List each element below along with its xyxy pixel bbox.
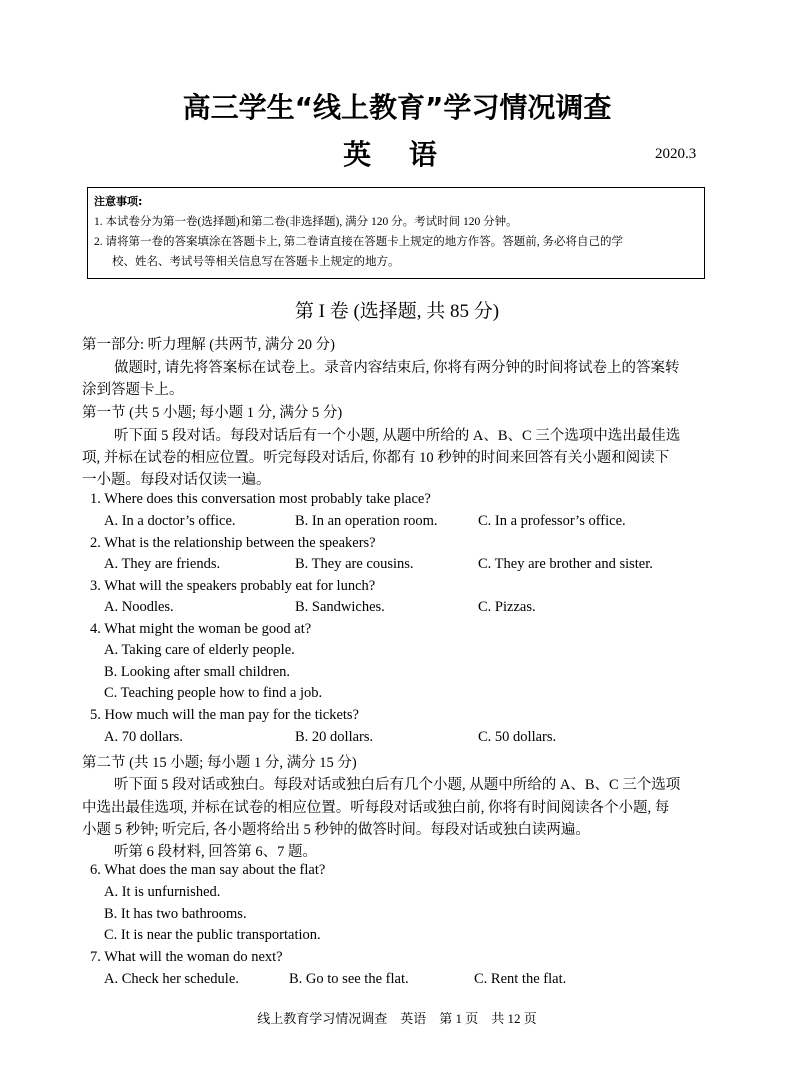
- q4-option-b: B. Looking after small children.: [104, 664, 291, 680]
- q3-option-b: B. Sandwiches.: [295, 599, 385, 615]
- section2-instruction-c: 小题 5 秒钟; 听完后, 各小题将给出 5 秒钟的做答时间。每段对话或独白读两遍。: [82, 822, 590, 838]
- q1-option-c: C. In a professor’s office.: [478, 513, 626, 529]
- page-footer: 线上教育学习情况调查 英语 第 1 页 共 12 页: [257, 1011, 537, 1026]
- question-3: 3. What will the speakers probably eat for lunch?: [90, 578, 376, 594]
- page-title: 高三学生“线上教育”学习情况调查: [182, 91, 612, 124]
- q1-option-a: A. In a doctor’s office.: [104, 513, 236, 529]
- q5-option-c: C. 50 dollars.: [478, 729, 557, 745]
- section2-instruction-a: 听下面 5 段对话或独白。每段对话或独白后有几个小题, 从题中所给的 A、B、C 三个选项: [114, 777, 681, 793]
- q3-option-a: A. Noodles.: [104, 599, 174, 615]
- section1-instruction-b: 项, 并标在试卷的相应位置。听完每段对话后, 你都有 10 秒钟的时间来回答有关小题和阅读下: [82, 450, 670, 466]
- notice-item-2: 2. 请将第一卷的答案填涂在答题卡上, 第二卷请直接在答题卡上规定的地方作答。答题前, 务必将自己的学: [94, 236, 623, 248]
- part1-instruction-a: 做题时, 请先将答案标在试卷上。录音内容结束后, 你将有两分钟的时间将试卷上的答案转: [114, 360, 680, 376]
- q7-option-a: A. Check her schedule.: [104, 971, 239, 987]
- notice-heading: 注意事项:: [94, 195, 143, 208]
- subject-title: 英 语: [343, 138, 451, 171]
- q4-option-c: C. Teaching people how to find a job.: [104, 685, 323, 701]
- q6-option-a: A. It is unfurnished.: [104, 884, 221, 900]
- notice-item-2-cont: 校、姓名、考试号等相关信息写在答题卡上规定的地方。: [112, 256, 400, 268]
- q1-option-b: B. In an operation room.: [295, 513, 438, 529]
- question-4: 4. What might the woman be good at?: [90, 621, 312, 637]
- q2-option-c: C. They are brother and sister.: [478, 556, 653, 572]
- section2-heading: 第二节 (共 15 小题; 每小题 1 分, 满分 15 分): [82, 755, 357, 771]
- section1-instruction-c: 一小题。每段对话仅读一遍。: [82, 472, 271, 488]
- part1-instruction-b: 涂到答题卡上。: [82, 382, 184, 398]
- question-2: 2. What is the relationship between the speakers?: [90, 535, 376, 551]
- volume-title: 第 I 卷 (选择题, 共 85 分): [294, 301, 500, 322]
- question-6: 6. What does the man say about the flat?: [90, 862, 326, 878]
- q5-option-b: B. 20 dollars.: [295, 729, 374, 745]
- q3-option-c: C. Pizzas.: [478, 599, 536, 615]
- q2-option-a: A. They are friends.: [104, 556, 221, 572]
- notice-box: [87, 187, 705, 279]
- q4-option-a: A. Taking care of elderly people.: [104, 642, 295, 658]
- question-7: 7. What will the woman do next?: [90, 949, 283, 965]
- q2-option-b: B. They are cousins.: [295, 556, 414, 572]
- q7-option-c: C. Rent the flat.: [474, 971, 567, 987]
- exam-date: 2020.3: [655, 146, 697, 162]
- q6-option-b: B. It has two bathrooms.: [104, 906, 247, 922]
- material-6-note: 听第 6 段材料, 回答第 6、7 题。: [114, 844, 317, 860]
- notice-item-1: 1. 本试卷分为第一卷(选择题)和第二卷(非选择题), 满分 120 分。考试时间 120 分钟。: [94, 216, 518, 228]
- question-5: 5. How much will the man pay for the tickets?: [90, 707, 359, 723]
- q7-option-b: B. Go to see the flat.: [289, 971, 409, 987]
- question-1: 1. Where does this conversation most probably take place?: [90, 491, 431, 507]
- q6-option-c: C. It is near the public transportation.: [104, 927, 321, 943]
- q5-option-a: A. 70 dollars.: [104, 729, 183, 745]
- section1-instruction-a: 听下面 5 段对话。每段对话后有一个小题, 从题中所给的 A、B、C 三个选项中选出最佳选: [114, 428, 681, 444]
- part1-heading: 第一部分: 听力理解 (共两节, 满分 20 分): [82, 337, 335, 353]
- section2-instruction-b: 中选出最佳选项, 并标在试卷的相应位置。听每段对话或独白前, 你将有时间阅读各个小题, 每: [82, 800, 670, 816]
- section1-heading: 第一节 (共 5 小题; 每小题 1 分, 满分 5 分): [82, 405, 343, 421]
